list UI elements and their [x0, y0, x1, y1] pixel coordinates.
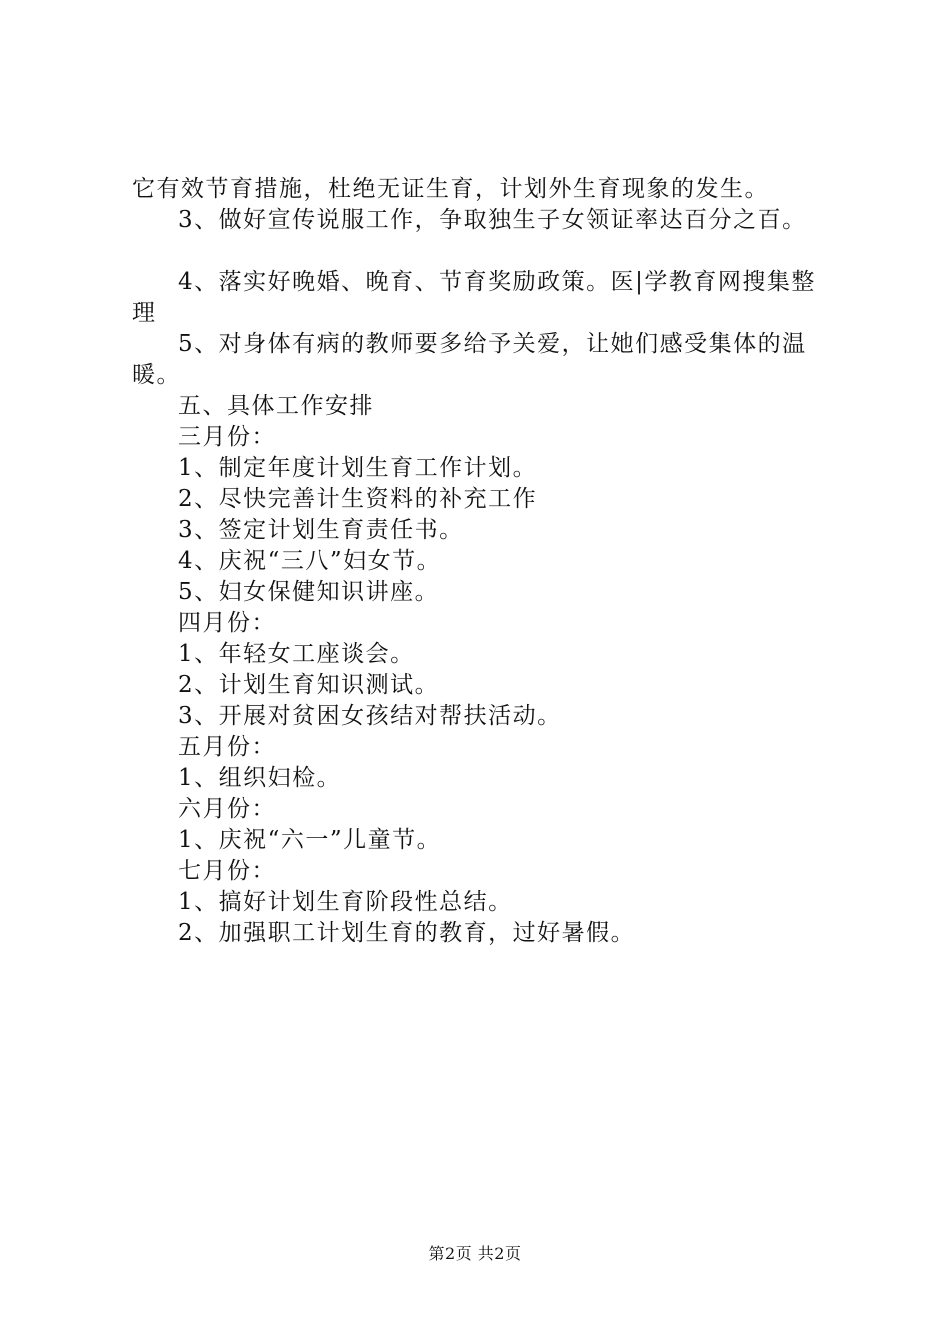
document-paragraph: 4、落实好晚婚、晚育、节育奖励政策。医|学教育网搜集整理	[132, 269, 816, 326]
document-paragraph: 3、做好宣传说服工作，争取独生子女领证率达百分之百。	[178, 207, 807, 233]
document-paragraph: 五、具体工作安排	[178, 393, 374, 419]
document-paragraph: 1、制定年度计划生育工作计划。	[178, 455, 538, 481]
document-paragraph: 5、对身体有病的教师要多给予关爱，让她们感受集体的温暖。	[132, 331, 807, 388]
document-paragraph: 1、搞好计划生育阶段性总结。	[178, 889, 513, 915]
document-paragraph: 3、开展对贫困女孩结对帮扶活动。	[178, 703, 562, 729]
page-footer: 第2页 共2页	[428, 1244, 522, 1263]
document-paragraph: 2、计划生育知识测试。	[178, 672, 440, 698]
document-paragraph: 五月份：	[178, 734, 276, 760]
document-paragraph: 3、签定计划生育责任书。	[178, 517, 464, 543]
document-paragraph: 六月份：	[178, 796, 276, 822]
document-body	[132, 174, 837, 949]
document-paragraph: 四月份：	[178, 610, 276, 636]
document-paragraph: 它有效节育措施，杜绝无证生育，计划外生育现象的发生。	[132, 176, 769, 202]
document-paragraph: 5、妇女保健知识讲座。	[178, 579, 440, 605]
document-paragraph: 2、尽快完善计生资料的补充工作	[178, 486, 538, 512]
document-paragraph: 三月份：	[178, 424, 276, 450]
document-paragraph: 1、组织妇检。	[178, 765, 342, 791]
document-paragraph: 4、庆祝“三八”妇女节。	[178, 548, 442, 574]
document-paragraph: 七月份：	[178, 858, 276, 884]
document-paragraph: 2、加强职工计划生育的教育，过好暑假。	[178, 920, 636, 946]
document-paragraph: 1、年轻女工座谈会。	[178, 641, 415, 667]
document-paragraph: 1、庆祝“六一”儿童节。	[178, 827, 442, 853]
